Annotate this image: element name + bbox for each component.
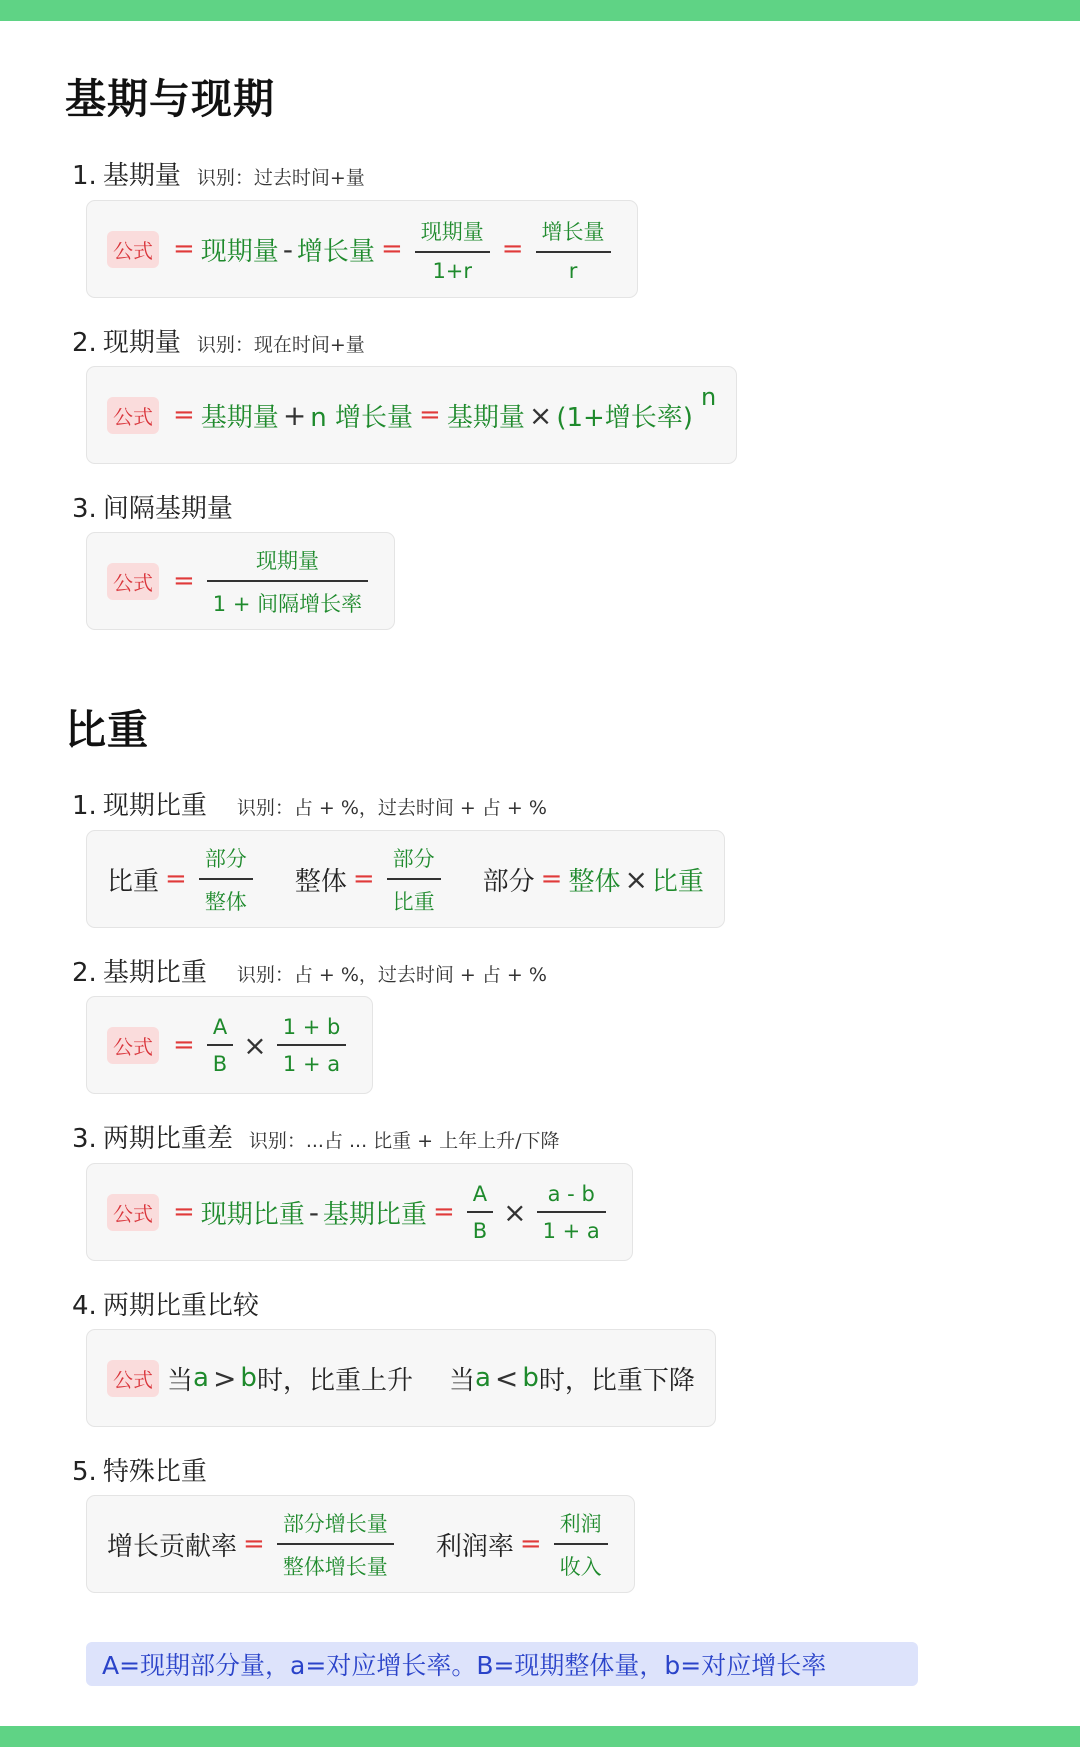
formula-box-current-proportion — [86, 830, 725, 928]
item-title: 基期量 — [102, 161, 181, 191]
fraction-denominator: 1 + a — [537, 1211, 606, 1243]
equals-sign: = — [380, 234, 403, 264]
item-proportion-difference — [72, 1118, 560, 1155]
fraction — [537, 1182, 606, 1243]
equals-sign: = — [173, 400, 195, 430]
fraction — [387, 843, 441, 916]
fraction-denominator: 收入 — [554, 1543, 608, 1581]
equals-sign: = — [519, 1529, 542, 1559]
formula-label: 部分 — [482, 866, 535, 897]
formula-label: 增长贡献率 — [107, 1531, 238, 1562]
fraction-numerator: 利润 — [559, 1511, 602, 1536]
formula-label: 利润率 — [435, 1531, 514, 1562]
item-title: 现期量 — [102, 328, 181, 358]
fraction-denominator: 比重 — [387, 878, 441, 916]
formula-term: 基期量 — [446, 402, 525, 433]
formula-tag: 公式 — [107, 1194, 159, 1231]
formula-box-special-proportion — [86, 1495, 635, 1593]
formula-term: n 增长量 — [310, 402, 414, 433]
fraction-denominator: 1 + 间隔增长率 — [207, 580, 368, 618]
fraction — [536, 216, 611, 283]
item-note: 识别：占 + %，过去时间 + 占 + % — [236, 797, 547, 819]
fraction-numerator: 1 + b — [282, 1014, 341, 1039]
item-title: 两期比重差 — [102, 1124, 233, 1154]
section-title-base-current: 基期与现期 — [65, 75, 275, 123]
footnote-definitions: A=现期部分量，a=对应增长率。B=现期整体量，b=对应增长率 — [86, 1642, 918, 1686]
minus-sign: - — [282, 232, 293, 266]
fraction-numerator: A — [212, 1014, 228, 1039]
fraction-denominator: 1+r — [415, 251, 490, 283]
fraction — [207, 1015, 233, 1076]
item-note: 识别：过去时间+量 — [196, 167, 365, 189]
item-number: 5. — [72, 1457, 97, 1487]
fraction-denominator: 整体 — [199, 878, 253, 916]
equals-sign: = — [540, 864, 563, 894]
fraction-denominator: 整体增长量 — [277, 1543, 394, 1581]
equals-sign: = — [173, 234, 195, 264]
times-sign: × — [528, 398, 553, 432]
times-sign: × — [503, 1195, 527, 1229]
equals-sign: = — [165, 864, 187, 894]
formula-term: (1+增长率) — [556, 402, 693, 433]
item-title: 基期比重 — [102, 958, 207, 988]
item-current-quantity — [72, 322, 365, 359]
fraction-numerator: a - b — [547, 1181, 595, 1206]
equals-sign: = — [173, 566, 195, 596]
item-title: 间隔基期量 — [102, 494, 233, 524]
item-number: 1. — [72, 161, 97, 191]
item-number: 3. — [72, 1124, 97, 1154]
fraction-numerator: 部分 — [204, 846, 247, 871]
equals-sign: = — [352, 864, 375, 894]
section-title-proportion: 比重 — [65, 706, 149, 754]
times-sign: × — [243, 1028, 267, 1062]
fraction — [415, 216, 490, 283]
formula-box-base-quantity — [86, 200, 638, 298]
fraction — [277, 1508, 394, 1581]
condition-text: 时，比重下降 — [538, 1365, 695, 1396]
fraction-denominator: r — [536, 251, 611, 283]
top-accent-bar — [0, 0, 1080, 21]
fraction-numerator: A — [472, 1181, 488, 1206]
formula-box-interval-base — [86, 532, 395, 630]
exponent: n — [700, 383, 717, 411]
item-proportion-compare — [72, 1285, 259, 1322]
variable-a: a — [474, 1363, 491, 1393]
variable-b: b — [240, 1363, 257, 1393]
formula-term: 整体 — [568, 866, 621, 897]
formula-label: 比重 — [107, 866, 160, 897]
formula-tag: 公式 — [107, 397, 159, 434]
equals-sign: = — [432, 1197, 455, 1227]
item-number: 4. — [72, 1291, 97, 1321]
equals-sign: = — [419, 400, 441, 430]
fraction — [467, 1182, 493, 1243]
formula-box-proportion-compare — [86, 1329, 716, 1427]
item-base-proportion — [72, 952, 547, 989]
formula-label: 整体 — [294, 866, 347, 897]
fraction-numerator: 增长量 — [541, 219, 605, 244]
times-sign: × — [624, 862, 648, 896]
formula-term: 现期比重 — [200, 1199, 305, 1230]
fraction-numerator: 现期量 — [255, 548, 319, 573]
fraction — [554, 1508, 608, 1581]
item-note: 识别：...占 ... 比重 + 上年上升/下降 — [248, 1130, 560, 1152]
fraction — [207, 545, 368, 618]
item-special-proportion — [72, 1451, 207, 1488]
item-number: 1. — [72, 791, 97, 821]
item-interval-base — [72, 488, 233, 525]
item-title: 特殊比重 — [102, 1457, 207, 1487]
fraction-numerator: 部分增长量 — [282, 1511, 388, 1536]
formula-box-current-quantity — [86, 366, 737, 464]
condition-text: 当 — [448, 1365, 475, 1396]
fraction-denominator: B — [467, 1211, 493, 1243]
formula-term: 增长量 — [296, 236, 375, 267]
greater-than-sign: > — [212, 1361, 237, 1395]
fraction — [277, 1015, 347, 1076]
item-title: 两期比重比较 — [102, 1291, 259, 1321]
fraction-numerator: 现期量 — [420, 219, 484, 244]
formula-box-proportion-difference — [86, 1163, 633, 1261]
formula-tag: 公式 — [107, 1360, 159, 1397]
equals-sign: = — [173, 1197, 195, 1227]
equals-sign: = — [173, 1030, 195, 1060]
formula-term: 基期比重 — [322, 1199, 427, 1230]
item-number: 3. — [72, 494, 97, 524]
bottom-accent-bar — [0, 1726, 1080, 1747]
minus-sign: - — [308, 1195, 319, 1229]
variable-b: b — [522, 1363, 539, 1393]
item-note: 识别：占 + %，过去时间 + 占 + % — [236, 964, 547, 986]
item-title: 现期比重 — [102, 791, 207, 821]
variable-a: a — [193, 1363, 209, 1393]
equals-sign: = — [243, 1529, 265, 1559]
equals-sign: = — [501, 234, 524, 264]
item-number: 2. — [72, 328, 97, 358]
condition-text: 当 — [167, 1365, 194, 1396]
item-current-proportion — [72, 785, 547, 822]
formula-tag: 公式 — [107, 231, 159, 268]
condition-text: 时，比重上升 — [256, 1365, 413, 1396]
formula-tag: 公式 — [107, 563, 159, 600]
formula-term: 现期量 — [200, 236, 279, 267]
fraction-numerator: 部分 — [392, 846, 435, 871]
item-base-quantity — [72, 155, 365, 192]
less-than-sign: < — [494, 1361, 519, 1395]
fraction-denominator: B — [207, 1044, 233, 1076]
fraction — [199, 843, 253, 916]
formula-term: 基期量 — [200, 402, 279, 433]
formula-box-base-proportion — [86, 996, 373, 1094]
formula-term: 比重 — [651, 866, 704, 897]
plus-sign: + — [282, 398, 307, 432]
formula-tag: 公式 — [107, 1027, 159, 1064]
item-note: 识别：现在时间+量 — [196, 334, 365, 356]
item-number: 2. — [72, 958, 97, 988]
fraction-denominator: 1 + a — [277, 1044, 347, 1076]
